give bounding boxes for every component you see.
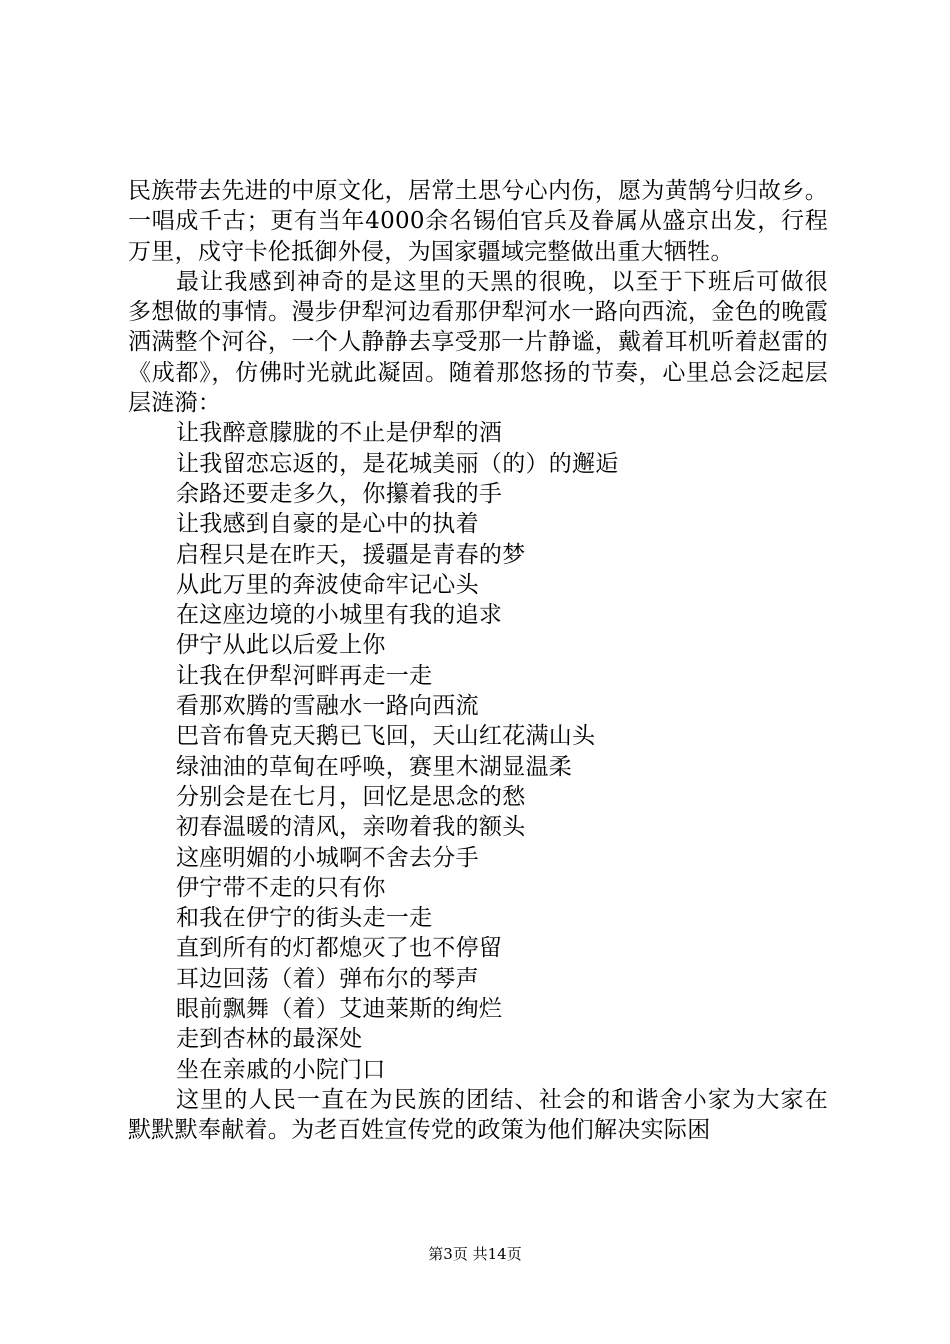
lyric-line: 走到杏林的最深处 <box>176 1026 363 1053</box>
page-number: 第3页 共14页 <box>428 1245 522 1263</box>
document-body <box>128 176 828 1146</box>
lyric-line: 和我在伊宁的街头走一走 <box>176 905 433 932</box>
lyric-line: 伊宁带不走的只有你 <box>176 874 386 901</box>
lyric-line: 直到所有的灯都熄灭了也不停留 <box>176 935 503 962</box>
paragraph-evening-walk: 最让我感到神奇的是这里的天黑的很晚，以至于下班后可做很多想做的事情。漫步伊犁河边看那伊犁河水一路向西流，金色的晚霞洒满整个河谷，一个人静静去享受那一片静谧，戴着耳机听着赵雷的《成都》，仿佛时光就此凝固。随着那悠扬的节奏，心里总会泛起层层涟漪： <box>128 268 828 417</box>
lyric-line: 让我感到自豪的是心中的执着 <box>176 511 479 538</box>
lyric-line: 巴音布鲁克天鹅已飞回，天山红花满山头 <box>176 723 596 750</box>
lyric-line: 这座明媚的小城啊不舍去分手 <box>176 844 479 871</box>
lyric-line: 让我醉意朦胧的不止是伊犁的酒 <box>176 420 503 447</box>
paragraph-people: 这里的人民一直在为民族的团结、社会的和谐舍小家为大家在默默默奉献着。为老百姓宣传党的政策为他们解决实际困 <box>128 1086 828 1144</box>
lyric-line: 启程只是在昨天，援疆是青春的梦 <box>176 541 526 568</box>
lyric-line: 让我在伊犁河畔再走一走 <box>176 662 433 689</box>
lyric-line: 耳边回荡（着）弹布尔的琴声 <box>176 965 479 992</box>
lyric-line: 分别会是在七月，回忆是思念的愁 <box>176 783 526 810</box>
paragraph-history: 民族带去先进的中原文化，居常土思兮心内伤，愿为黄鹄兮归故乡。一唱成千古；更有当年4000余名锡伯官兵及眷属从盛京出发，行程万里，戍守卡伦抵御外侵，为国家疆域完整做出重大牺牲。 <box>128 178 828 265</box>
lyric-line: 在这座边境的小城里有我的追求 <box>176 602 503 629</box>
lyric-line: 看那欢腾的雪融水一路向西流 <box>176 693 479 720</box>
song-lyrics <box>128 418 828 1085</box>
lyric-line: 从此万里的奔波使命牢记心头 <box>176 571 479 598</box>
lyric-line: 初春温暖的清风，亲吻着我的额头 <box>176 814 526 841</box>
lyric-line: 让我留恋忘返的，是花城美丽（的）的邂逅 <box>176 450 619 477</box>
lyric-line: 坐在亲戚的小院门口 <box>176 1056 386 1083</box>
lyric-line: 眼前飘舞（着）艾迪莱斯的绚烂 <box>176 996 503 1023</box>
lyric-line: 绿油油的草甸在呼唤，赛里木湖显温柔 <box>176 753 573 780</box>
lyric-line: 伊宁从此以后爱上你 <box>176 632 386 659</box>
lyric-line: 余路还要走多久，你攥着我的手 <box>176 480 503 507</box>
